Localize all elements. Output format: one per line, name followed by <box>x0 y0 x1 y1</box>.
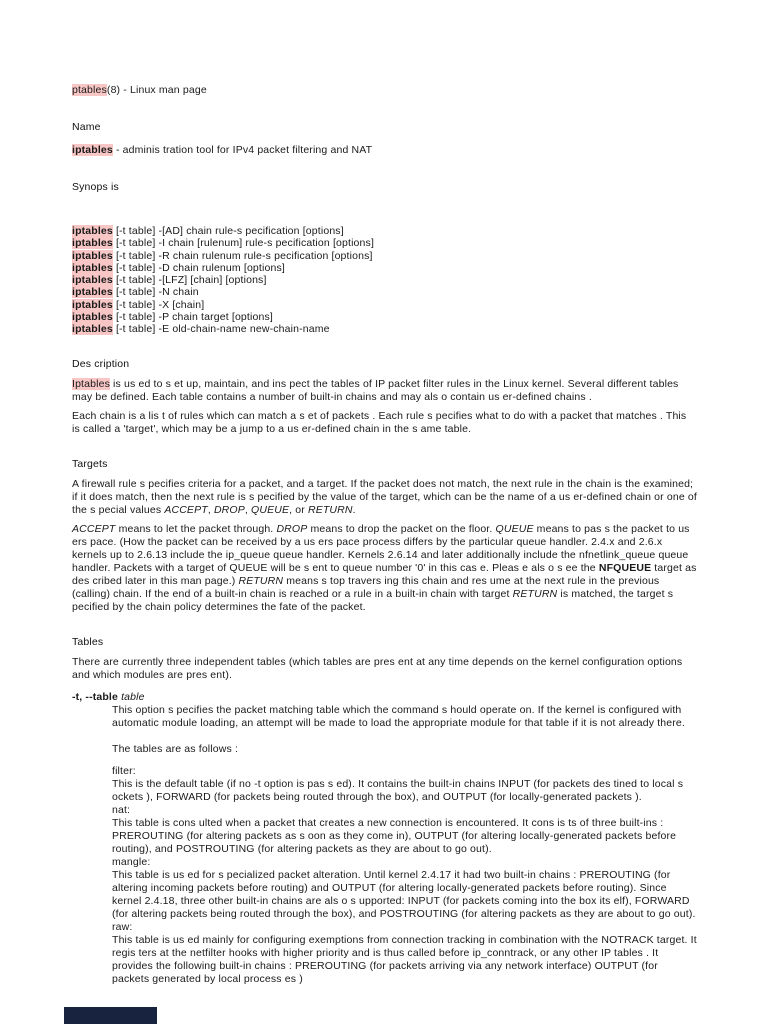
text-segment: A firewall rule s pecifies criteria for a packet, and a target. If the packet does not match, the next rule in the chain is the examined; if it does match, then the next rule is s pecified by the value of the target, which can be the name of a us er-defined chain or one of the s pecial values <box>72 477 697 516</box>
table-label-mangle <box>112 856 697 869</box>
keyword: RETURN <box>238 574 284 587</box>
text-segment: is matched, the target s pecified by the chain policy determines the fate of the packet. <box>72 587 674 613</box>
bottom-banner-fragment <box>64 1007 157 1024</box>
synopsis-line <box>72 274 697 286</box>
table-label-raw <box>112 921 697 934</box>
synopsis-line <box>72 225 697 237</box>
heading-targets: Targets <box>72 457 108 470</box>
search-highlight: iptables <box>72 144 113 156</box>
text-segment: [-t table] -D chain rulenum [options] <box>112 261 285 274</box>
text-segment: This option s pecifies the packet matching table which the command s hould operate on. If the kernel is configured with automatic module loading, an attempt will be made to load the appropriate module for that table if it is not already there. <box>112 703 685 729</box>
targets-para-2 <box>72 523 697 614</box>
text-segment: [-t table] -X [chain] <box>112 298 205 311</box>
search-highlight: iptables <box>72 286 113 299</box>
synopsis-line <box>72 311 697 323</box>
heading-name: Name <box>72 121 101 133</box>
text-segment: This table is us ed for s pecialized packet alteration. Until kernel 2.4.17 it had two built-in chains : PREROUTING (for altering incoming packets before routing) and OUTPUT (for altering locally-generated packets before routing). Since kernel 2.4.18, three other built-in chains are als o s upported: INPUT (for packets coming into the box its elf), FORWARD (for altering packets being routed through the box), and POSTROUTING (for altering packets as they are about to go out). <box>112 868 696 920</box>
text-segment: This is the default table (if no -t option is pas s ed). It contains the built-in chains INPUT (for packets des tined to local s ockets ), FORWARD (for packets being routed through the box), and OUTPUT (for locally-generated packets ). <box>112 777 684 803</box>
table-desc-filter <box>112 778 697 804</box>
description-para-2 <box>72 410 697 436</box>
text-segment: is us ed to s et up, maintain, and ins pect the tables of IP packet filter rules in the Linux kernel. Several different tables may be defined. Each table contains a number of built-in chains and may als o contain us er-defined chains . <box>72 377 679 403</box>
synopsis-line <box>72 262 697 274</box>
text-segment: nat: <box>112 803 131 816</box>
table-list <box>112 765 697 986</box>
text-segment: raw: <box>112 920 133 933</box>
keyword: DROP <box>276 522 308 535</box>
table-desc-mangle <box>112 869 697 921</box>
search-highlight: iptables <box>72 274 113 287</box>
text-segment: Each chain is a lis t of rules which can match a s et of packets . Each rule s pecifies what to do with a packet that matches . This is called a 'target', which may be a jump to a us er-defined chain in the s ame table. <box>72 409 687 435</box>
search-highlight: iptables <box>72 249 113 262</box>
table-desc-raw <box>112 934 697 986</box>
table-option-desc <box>112 704 697 730</box>
text-segment: target as des cribed later in this man page.) <box>72 561 697 587</box>
text-segment: , <box>207 503 214 516</box>
text-segment: [-t table] -N chain <box>112 286 199 299</box>
text-segment: . <box>352 503 356 516</box>
option-flag: -t, --table <box>72 690 118 703</box>
text-segment: There are currently three independent tables (which tables are pres ent at any time depends on the kernel configuration options and which modules are pres ent). <box>72 655 683 681</box>
table-desc-nat <box>112 817 697 856</box>
table-option-line <box>72 691 697 704</box>
synopsis-line <box>72 286 697 298</box>
heading-synopsis: Synops is <box>72 181 119 193</box>
keyword: NFQUEUE <box>598 561 652 574</box>
text-segment: The tables are as follows : <box>112 742 239 755</box>
text-segment: , or <box>289 503 308 516</box>
description-para-1 <box>72 378 697 404</box>
keyword: QUEUE <box>251 503 290 516</box>
keyword: ACCEPT <box>164 503 208 516</box>
text-segment: filter: <box>112 764 136 777</box>
text-segment: [-t table] -E old-chain-name new-chain-name <box>112 323 330 336</box>
text-segment: , <box>244 503 252 516</box>
search-highlight: iptables <box>72 323 113 336</box>
text-segment: (8) - Linux man page <box>106 84 207 96</box>
keyword: QUEUE <box>495 522 534 535</box>
search-highlight: iptables <box>72 311 113 324</box>
heading-tables: Tables <box>72 635 104 648</box>
search-highlight: iptables <box>72 298 113 311</box>
synopsis-line <box>72 237 697 249</box>
text-segment: - adminis tration tool for IPv4 packet filtering and NAT <box>112 144 373 156</box>
table-label-filter <box>112 765 697 778</box>
text-segment: mangle: <box>112 855 151 868</box>
synopsis-line <box>72 299 697 311</box>
text-segment: means to let the packet through. <box>115 522 277 535</box>
tables-follow-line <box>112 743 697 756</box>
text-segment: This table is us ed mainly for configuring exemptions from connection tracking in combination with the NOTRACK target. It regis ters at the netfilter hooks with higher priority and is thus called before ip_conntrack, or any other IP tables . It provides the following built-in chains : PREROUTING (for packets arriving via any network interface) OUTPUT (for packets generated by local process es ) <box>112 933 697 985</box>
synopsis-block <box>72 225 697 336</box>
keyword: RETURN <box>512 587 558 600</box>
text-segment: [-t table] -[LFZ] [chain] [options] <box>112 274 267 287</box>
search-highlight: ptables <box>72 84 107 96</box>
text-segment: means to pas s the packet to us ers pace. (How the packet can be received by a us ers pace process differs by the particular queue handler. 2.4.x and 2.6.x kernels up to 2.6.13 include the ip_queue queue handler. Kernels 2.6.14 and later additionally include the nfnetlink_queue queue handler. Packets with a target of QUEUE will be s ent to queue number '0' in this cas e. Pleas e als o s ee the <box>72 522 690 574</box>
text-segment: means s top travers ing this chain and res ume at the next rule in the previous (calling) chain. If the end of a built-in chain is reached or a rule in a built-in chain with target <box>72 574 660 600</box>
search-highlight: iptables <box>72 237 113 250</box>
text-segment: [-t table] -P chain target [options] <box>112 311 273 324</box>
name-summary <box>72 144 697 157</box>
synopsis-line <box>72 250 697 262</box>
tables-para-1 <box>72 656 697 682</box>
text-segment: This table is cons ulted when a packet that creates a new connection is encountered. It cons is ts of three built-ins : PREROUTING (for altering packets as s oon as they come in), OUTPUT (for altering locally-generated packets before routing), and POSTROUTING (for altering packets as they are about to go out). <box>112 816 677 855</box>
search-highlight: Iptables <box>72 377 110 390</box>
table-label-nat <box>112 804 697 817</box>
keyword: RETURN <box>307 503 353 516</box>
text-segment: [-t table] -R chain rulenum rule-s pecification [options] <box>112 249 373 262</box>
text-segment: [-t table] -I chain [rulenum] rule-s pecification [options] <box>112 237 375 250</box>
search-highlight: iptables <box>72 225 113 237</box>
search-highlight: iptables <box>72 261 113 274</box>
targets-para-1 <box>72 478 697 517</box>
keyword: ACCEPT <box>72 522 116 535</box>
text-segment: [-t table] -[AD] chain rule-s pecification [options] <box>112 225 344 237</box>
synopsis-line <box>72 323 697 335</box>
keyword: DROP <box>213 503 245 516</box>
page-title <box>72 84 697 97</box>
option-argument: table <box>121 690 145 703</box>
heading-description: Des cription <box>72 357 130 370</box>
text-segment: means to drop the packet on the floor. <box>307 522 496 535</box>
